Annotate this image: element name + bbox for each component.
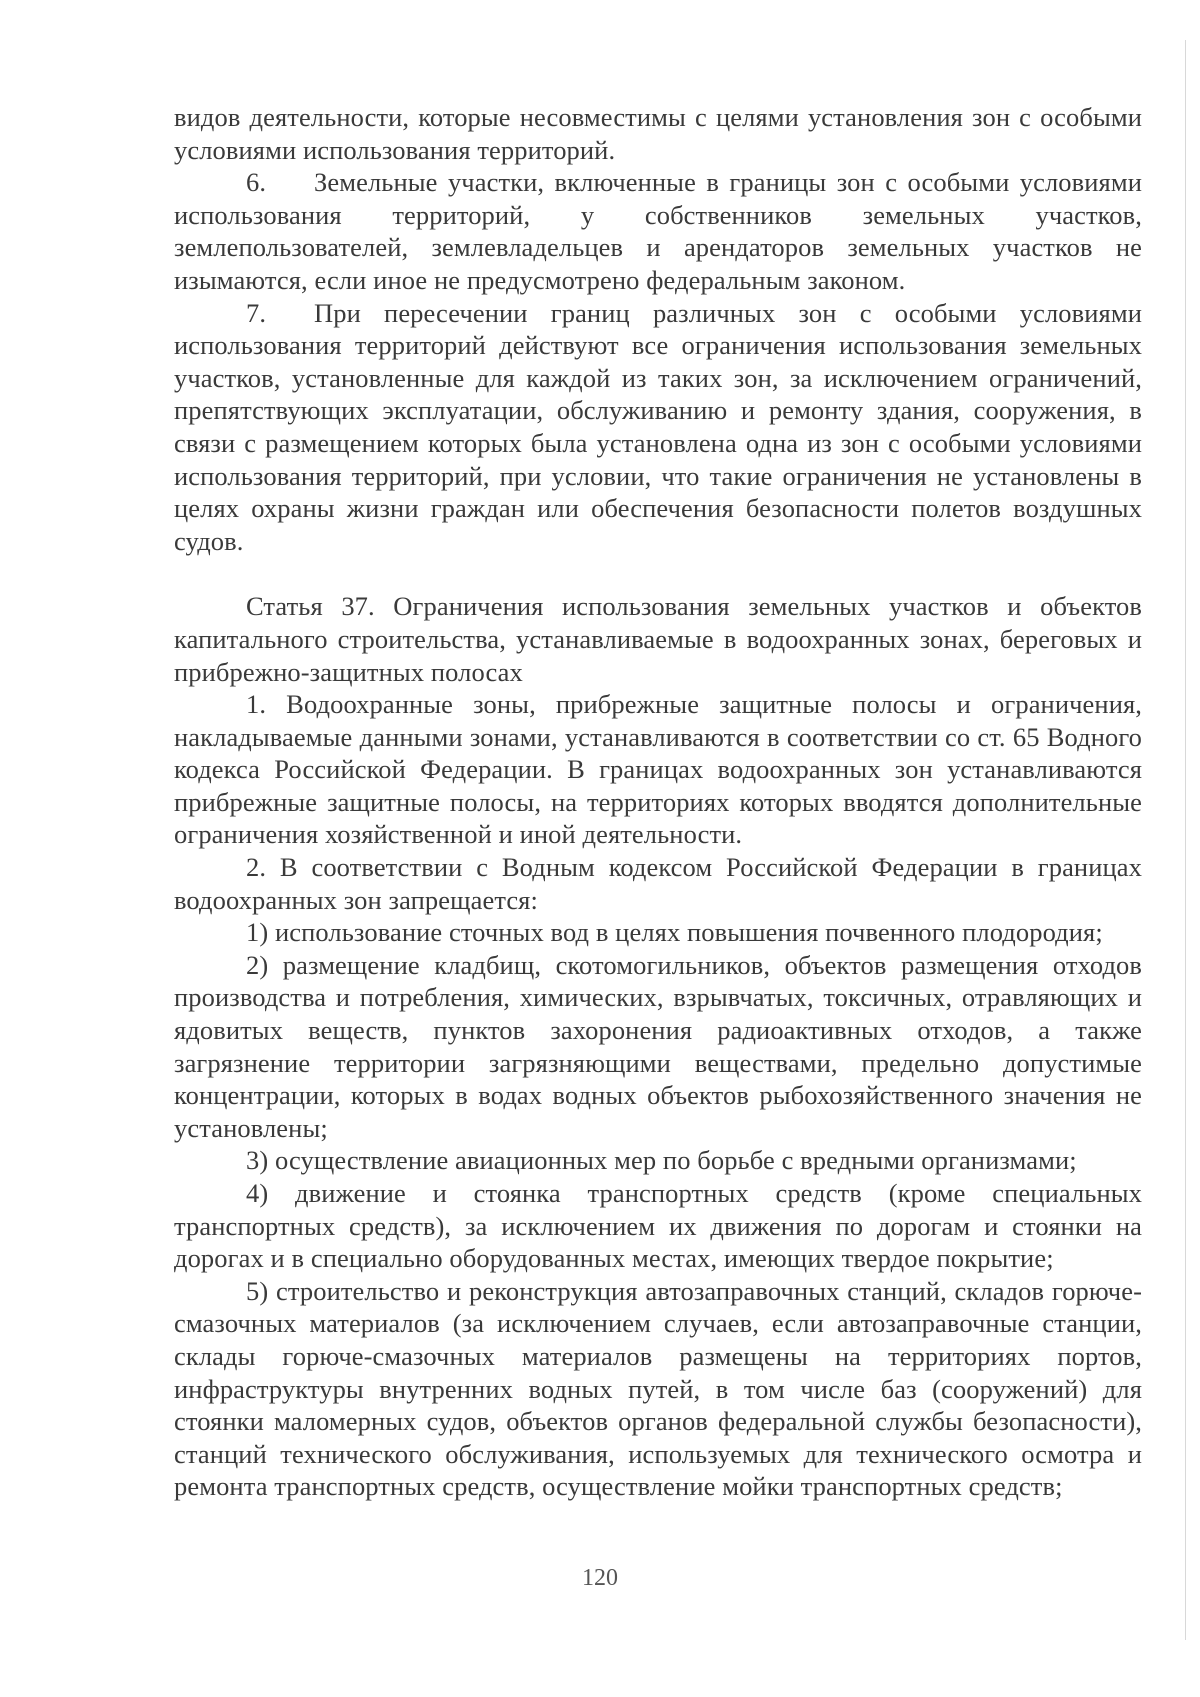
list-item-4: 4) движение и стоянка транспортных средств (кроме специальных транспортных средств), за исключением их движения по дорогам и стоянки на дорогах и в специально оборудованных местах, имеющих твердое покрытие; [174,1178,1142,1274]
scan-edge-line [1185,40,1186,1640]
paragraph-gap [174,557,1142,590]
document-body [174,101,1142,1503]
list-item-2: 2) размещение кладбищ, скотомогильников, объектов размещения отходов производства и потребления, химических, взрывчатых, токсичных, отравляющих и ядовитых веществ, пунктов захоронения радиоактивных отходов, а также загрязнение территории загрязняющими веществами, предельно допустимые концентрации, которых в водах водных объектов рыбохозяйственного значения не установлены; [174,949,1142,1143]
article-heading: Статья 37. Ограничения использования земельных участков и объектов капитального строительства, устанавливаемые в водоохранных зонах, береговых и прибрежно-защитных полосах [174,591,1142,687]
paragraph-a2: 2. В соответствии с Водным кодексом Российской Федерации в границах водоохранных зон запрещается: [174,852,1142,915]
paragraph-a1: 1. Водоохранные зоны, прибрежные защитные полосы и ограничения, накладываемые данными зонами, устанавливаются в соответствии со ст. 65 Водного кодекса Российской Федерации. В границах водоохранных зон устанавливаются прибрежные защитные полосы, на территориях которых вводятся дополнительные ограничения хозяйственной и иной деятельности. [174,689,1142,850]
paragraph-item-7 [174,297,1142,558]
list-item-5: 5) строительство и реконструкция автозаправочных станций, складов горюче-смазочных материалов (за исключением случаев, если автозаправочные станции, склады горюче-смазочных материалов размещены на территориях портов, инфраструктуры внутренних водных путей, в том числе баз (сооружений) для стоянки маломерных судов, объектов органов федеральной службы безопасности), станций технического обслуживания, используемых для технического осмотра и ремонта транспортных средств, осуществление мойки транспортных средств; [174,1275,1142,1502]
list-item-3: 3) осуществление авиационных мер по борьбе с вредными организмами; [246,1145,1077,1176]
paragraph-continuation: видов деятельности, которые несовместимы с целями установления зон с особыми условиями использования территорий. [174,102,1142,165]
page-number: 120 [582,1565,618,1591]
paragraph-item-6 [174,166,1142,296]
item-number: 7. [246,297,267,328]
list-item-1: 1) использование сточных вод в целях повышения почвенного плодородия; [246,917,1103,948]
paragraph-text: При пересечении границ различных зон с особыми условиями использования территорий действуют все ограничения использования земельных участков, установленные для каждой из таких зон, за исключением ограничений, препятствующих эксплуатации, обслуживанию и ремонту здания, сооружения, в связи с размещением которых была установлена одна из зон с особыми условиями использования территорий, при условии, что такие ограничения не установлены в целях охраны жизни граждан или обеспечения безопасности полетов воздушных судов. [174,297,1142,556]
item-number: 6. [246,167,267,198]
paragraph-text: Земельные участки, включенные в границы зон с особыми условиями использования территорий, у собственников земельных участков, землепользователей, землевладельцев и арендаторов земельных участков не изымаются, если иное не предусмотрено федеральным законом. [174,167,1142,295]
